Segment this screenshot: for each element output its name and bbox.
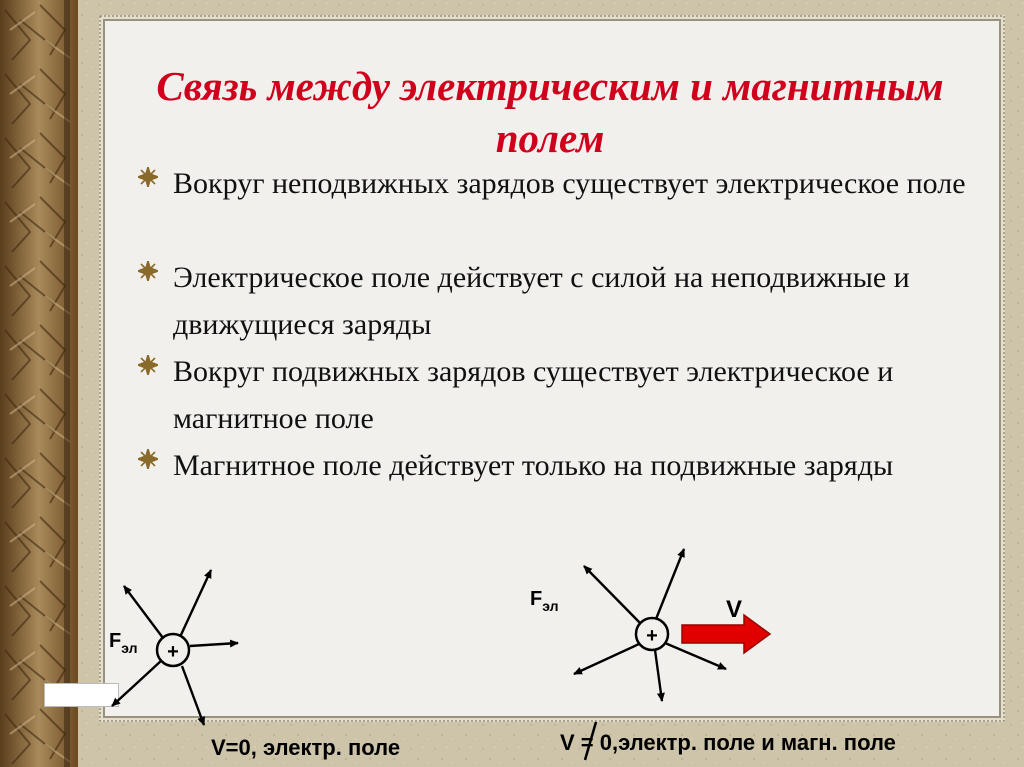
bullet-text: Электрическое поле действует с силой на неподвижные и движущиеся заряды [173, 261, 910, 341]
field-arrow [665, 643, 726, 669]
field-arrow [112, 660, 162, 706]
left-caption: V=0, электр. поле [211, 735, 401, 760]
right-charge-diagram [574, 549, 770, 760]
force-label [530, 588, 559, 614]
bullet-text: Вокруг неподвижных зарядов существует электрическое поле [173, 167, 966, 200]
field-arrow [180, 570, 211, 637]
force-label-sub: эл [121, 640, 138, 656]
field-arrow [655, 650, 662, 701]
bullet-text: Вокруг подвижных зарядов существует электрическое и магнитное поле [173, 355, 894, 435]
field-arrow [584, 566, 642, 625]
field-arrow [656, 549, 684, 619]
force-label-main: F [109, 630, 122, 652]
slide-title: Связь между электрическим и магнитным полем [156, 63, 944, 161]
force-label [109, 630, 138, 656]
charge-sign: + [646, 625, 658, 647]
right-caption: V = 0,электр. поле и магн. поле [560, 730, 896, 755]
force-label-main: F [530, 588, 543, 610]
field-arrow [190, 643, 238, 646]
bullet-text: Магнитное поле действует только на подвижные заряды [173, 449, 894, 482]
velocity-label: V [726, 596, 743, 623]
charge-sign: + [167, 641, 179, 663]
field-arrow [182, 666, 204, 725]
force-label-sub: эл [542, 598, 559, 614]
field-arrow [574, 644, 639, 674]
